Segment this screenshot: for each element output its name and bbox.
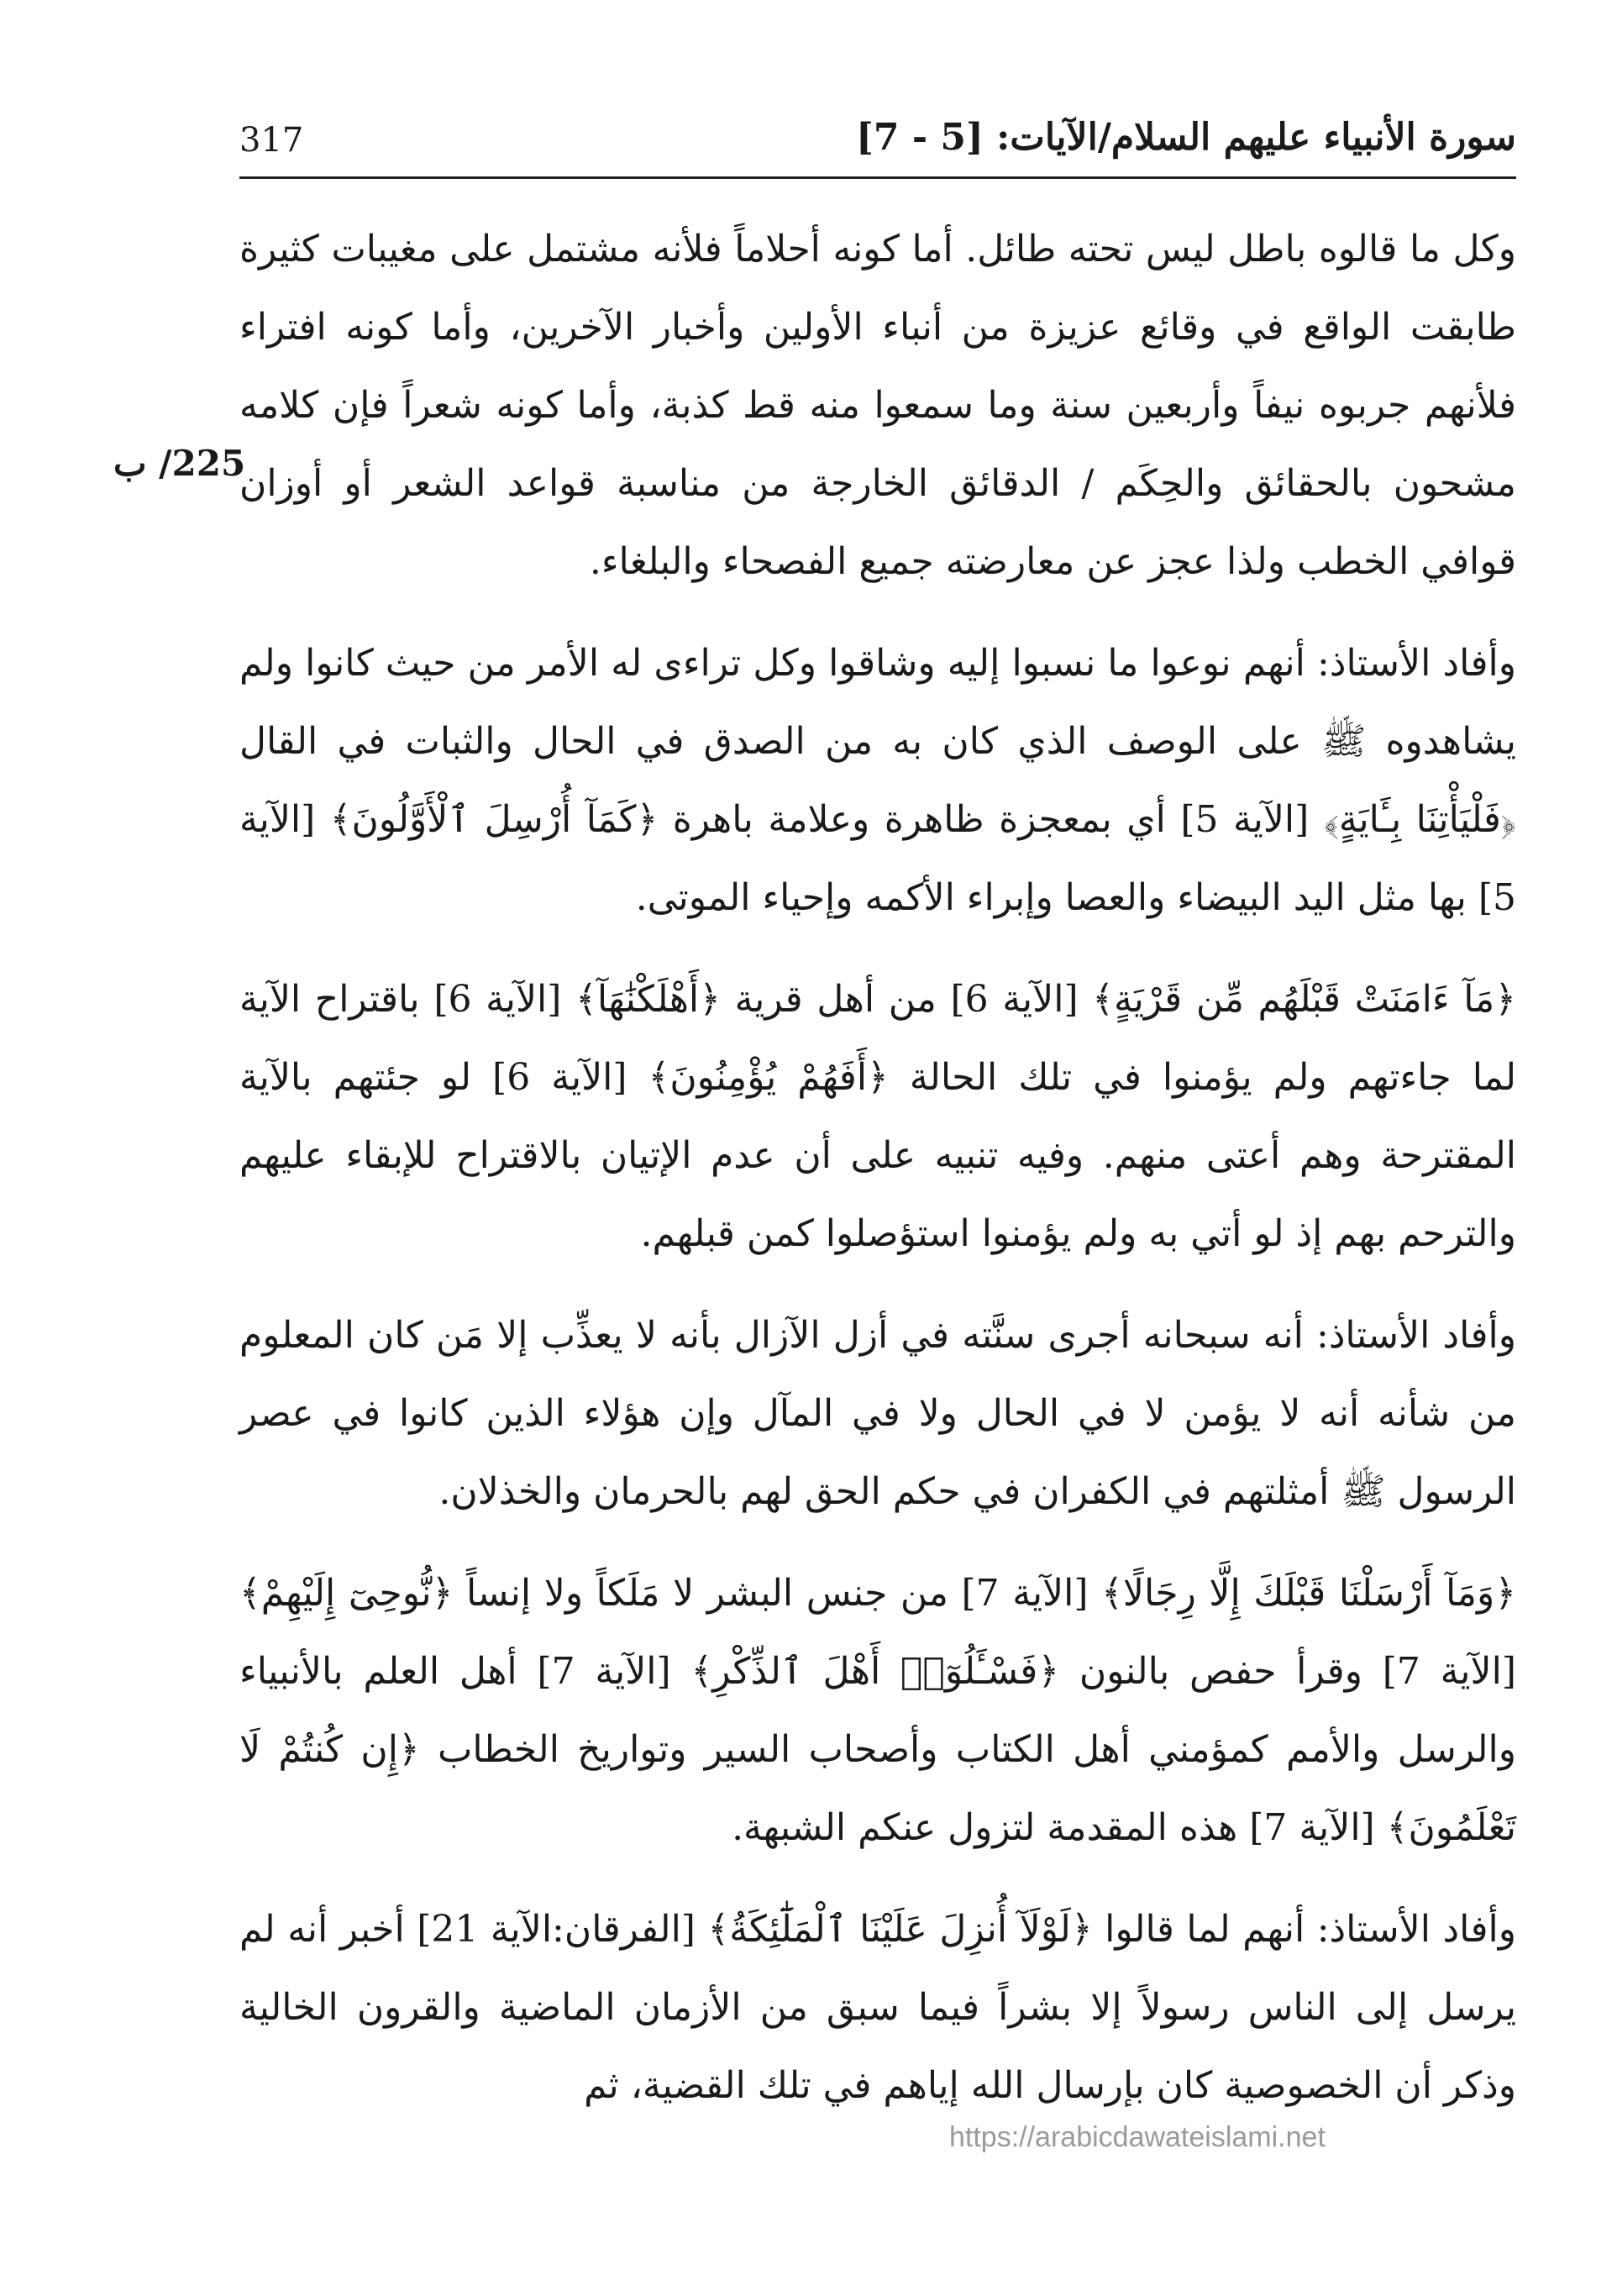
paragraph-3: ﴿مَآ ءَامَنَتْ قَبْلَهُم مِّن قَرْيَةٍ﴾ [الآية 6] من أهل قرية ﴿أَهْلَكْنَٰهَآ﴾ [الآية 6] باقتراح الآية لما جاءتهم ولم يؤمنوا في تلك الحالة ﴿أَفَهُمْ يُؤْمِنُونَ﴾ [الآية 6] لو جئتهم بالآية المقترحة وهم أعتى منهم. وفيه تنبيه على أن عدم الإتيان بالاقتراح للإبقاء عليهم والترحم بهم إذ لو أتي به ولم يؤمنوا استؤصلوا كمن قبلهم.	[239, 978, 1516, 1255]
page-number: 317	[239, 121, 304, 160]
paragraph-1: وكل ما قالوه باطل ليس تحته طائل. أما كونه أحلاماً فلأنه مشتمل على مغيبات كثيرة طابقت الواقع في وقائع عزيزة من أنباء الأولين وأخبار الآخرين، وأما كونه افتراء فلأنهم جربوه نيفاً وأربعين سنة وما سمعوا منه قط كذبة، وأما كونه شعراً فإن كلامه مشحون بالحقائق والحِكَم / الدقائق الخارجة من مناسبة قواعد الشعر أو أوزان قوافي الخطب ولذا عجز عن معارضته جميع الفصحاء والبلغاء.	[239, 228, 1516, 583]
paragraph-5: ﴿وَمَآ أَرْسَلْنَا قَبْلَكَ إِلَّا رِجَالًا﴾ [الآية 7] من جنس البشر لا مَلَكاً ولا إنساً ﴿نُّوحِىٓ إِلَيْهِمْ﴾ [الآية 7] وقرأ حفص بالنون ﴿فَسْـَٔلُوٓا۟ أَهْلَ ٱلذِّكْرِ﴾ [الآية 7] أهل العلم بالأنبياء والرسل والأمم كمؤمني أهل الكتاب وأصحاب السير وتواريخ الخطاب ﴿إِن كُنتُمْ لَا تَعْلَمُونَ﴾ [الآية 7] هذه المقدمة لتزول عنكم الشبهة.	[239, 1572, 1516, 1849]
watermark-url: https://arabicdawateislami.net	[949, 2121, 1326, 2153]
paragraph-6: وأفاد الأستاذ: أنهم لما قالوا ﴿لَوْلَآ أُنزِلَ عَلَيْنَا ٱلْمَلَٰٓئِكَةُ﴾ [الفرقان:الآية 21] أخبر أنه لم يرسل إلى الناس رسولاً إلا بشراً فيما سبق من الأزمان الماضية والقرون الخالية وذكر أن الخصوصية كان بإرسال الله إياهم في تلك القضية، ثم	[239, 1908, 1517, 2107]
page-header	[239, 109, 1516, 179]
body-text	[239, 210, 1516, 2148]
margin-folio-note: 225/ ب	[113, 443, 246, 484]
running-title: سورة الأنبياء عليهم السلام/الآيات: [5 - 7]	[856, 116, 1516, 159]
paragraph-4: وأفاد الأستاذ: أنه سبحانه أجرى سنَّته في أزل الآزال بأنه لا يعذِّب إلا مَن كان المعلوم من شأنه أنه لا يؤمن لا في الحال ولا في المآل وإن هؤلاء الذين كانوا في عصر الرسول ﷺ أمثلتهم في الكفران في حكم الحق لهم بالحرمان والخذلان.	[239, 1314, 1516, 1513]
paragraph-2: وأفاد الأستاذ: أنهم نوعوا ما نسبوا إليه وشاقوا وكل تراءى له الأمر من حيث كانوا ولم يشاهدوه ﷺ على الوصف الذي كان به من الصدق في الحال والثبات في القال ﴿فَلْيَأْتِنَا بِـَٔايَةٍ﴾ [الآية 5] أي بمعجزة ظاهرة وعلامة باهرة ﴿كَمَآ أُرْسِلَ ٱلْأَوَّلُونَ﴾ [الآية 5] بها مثل اليد البيضاء والعصا وإبراء الأكمه وإحياء الموتى.	[239, 642, 1516, 919]
